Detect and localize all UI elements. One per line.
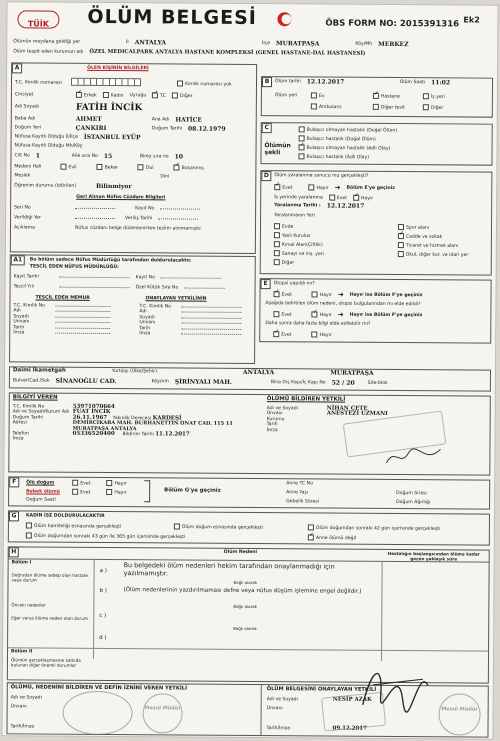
death-manner-label: Ölümün şekli <box>264 142 291 157</box>
work-injury-no-option[interactable]: ✓ Hayır <box>353 195 373 202</box>
other-place-checkbox[interactable] <box>423 104 429 110</box>
no-id-checkbox[interactable] <box>177 80 183 86</box>
inj-place-checkbox-5[interactable] <box>274 241 280 247</box>
education-row: Öğrenim durumu (bitirilen) Bilinmiyor <box>14 182 132 191</box>
arrow-right-icon: ➜ <box>337 310 344 319</box>
injury-no-checkbox[interactable] <box>309 184 315 190</box>
name-row: Adı Soyadı FATİH İNCİK <box>14 102 143 114</box>
tuik-logo: TÜİK <box>17 10 59 28</box>
due-to-3: Bağlı olarak <box>233 625 257 632</box>
autopsy-findings-question: Aşağıda belirtilen ölüm nedeni, otopsi bulgularından mı elde edildi? <box>265 301 421 308</box>
due-to-2: Bağlı olarak <box>233 603 258 610</box>
approver-fields: T.C. Kimlik No Adı Soyadı Unvanı Tarih İmza <box>139 304 241 337</box>
section-h-letter: H <box>9 547 19 557</box>
g-option-2[interactable]: Ölüm doğum esnasında gerçekleşti <box>174 523 263 531</box>
stillbirth-no-checkbox[interactable] <box>106 480 112 486</box>
female-option[interactable]: Kadın <box>103 92 124 99</box>
birth-weight-label: Doğum Ağırlığı <box>396 500 431 506</box>
death-date-row: Ölüm tarihi 12.12.2017 Ölüm Saati 11:02 <box>274 78 451 87</box>
ambulance-checkbox[interactable] <box>311 103 317 109</box>
idcard-issuer-row: Verildiği Yer Veriliş Tarihi <box>14 215 198 222</box>
autopsy-question: Otopsi yapıldı mı? <box>273 281 315 287</box>
infant-no-checkbox[interactable] <box>106 489 112 495</box>
single-option[interactable]: Bekar <box>97 164 118 171</box>
death-location-row: Ölümün meydana geldiği yer İl ANTALYA İlçe MURATPAŞA Köy/Mh MERKEZ <box>13 39 409 49</box>
infant-no-option[interactable]: Hayır <box>106 489 126 496</box>
section-h-heading: Ölüm Nedeni <box>223 549 258 556</box>
section-e-letter: E <box>261 279 271 289</box>
registry-village-row: Nüfusa Kayıtlı Olduğu Mh/Köy <box>14 143 83 149</box>
footer-right-heading: ÖLÜM BELGESİNİ ONAYLAYAN YETKİLİ <box>266 686 377 693</box>
manner-option-1[interactable]: Bulaşıcı olmayan hastalık (Doğal Ölüm) <box>299 126 398 134</box>
section-g-heading: KADIN İSE DOLDURULACAKTIR <box>25 513 105 519</box>
g-option-4[interactable]: Ölüm doğumdan sonraki 43 gün ile 365 gün içerisinde gerçekleşti <box>26 532 186 540</box>
work-injury-no-checkbox[interactable] <box>353 195 359 201</box>
autopsy-answer-row: ✓Evet Hayır ➜ Hayır ise Bölüm F'ye geçiniz <box>274 291 423 299</box>
female-checkbox[interactable] <box>103 92 109 98</box>
male-option[interactable]: ✓ Erkek <box>76 92 97 99</box>
work-injury-yes-checkbox[interactable] <box>329 195 335 201</box>
other-facility-option[interactable]: Diğer tesit <box>373 104 417 111</box>
g-checkbox-2[interactable] <box>174 523 180 529</box>
volume-row: Cilt No 1 Aile sıra No 15 Birey sıra no 10 <box>14 152 183 161</box>
injury-yes-option[interactable]: ✓Evet <box>274 184 292 191</box>
section-b-letter: B <box>262 77 272 87</box>
other-facility-checkbox[interactable] <box>373 104 379 110</box>
informant-fields: T.C. Kimlik No 53971070664 Adı ve Soyadı/Kurum Adı FUAT İNCİK Doğum Tarihi 26.11.1967 Yakınlık Derecesi KARDEŞİ Adresi DEMİRCİKARA MAH. BURHANETTİN ONAT CAD. 115 11 MURATPAŞA ANTALYA Telefon 05336520400 Bildirim Tarihi 11.12.2017 İmza <box>12 403 233 442</box>
residence-row-2: Bulvar/Cad./Sok SİNANOĞLU CAD. Köy/mh ŞİRİNYALI MAH. Bina Dış Kapı/İç Kapı No 52 / 20 Site-blok <box>12 377 388 387</box>
part1-left-3: Eğer varsa ölüme neden olan durum <box>11 615 88 621</box>
autopsy-no-option[interactable]: Hayır <box>312 291 332 298</box>
home-checkbox[interactable] <box>311 92 317 98</box>
hospital-option[interactable]: ✓ Hastane <box>373 93 417 100</box>
line-b-letter: b ) <box>99 587 107 595</box>
stillbirth-yes-checkbox[interactable] <box>72 480 78 486</box>
residence-row-1: Daimi İkametgah Yurtdışı (Ülke/Şehir) ANTALYA MURATPAŞA <box>12 367 374 377</box>
go-to-g: Bölüm G'ye geçiniz <box>164 487 221 494</box>
more-info-no-checkbox[interactable] <box>311 331 317 337</box>
footer-left-title: Ünvanı <box>10 704 27 710</box>
inj-place-checkbox-6[interactable] <box>398 242 404 248</box>
g-checkbox-1[interactable] <box>26 522 32 528</box>
a1-volume-row: Tescil Yılı Özel Kütük Sıra No <box>14 284 225 291</box>
reporter-heading: ÖLÜMÜ BİLDİREN YETKİLİ <box>266 396 346 403</box>
inj-place-9[interactable]: Diğer <box>274 259 295 266</box>
section-f-letter: F <box>9 477 19 487</box>
no-id-option[interactable]: Kimlik numarası yok <box>177 80 232 87</box>
inj-place-6[interactable]: Ticaret ve hizmet alanı <box>398 242 458 249</box>
footer-left-name: Adı ve Soyadı <box>10 695 42 701</box>
divorced-checkbox[interactable] <box>174 164 180 170</box>
g-option-5[interactable]: ✓ Anne ölümü değil <box>308 534 356 541</box>
crescent-emblem-icon <box>277 12 291 26</box>
stillbirth-yes-option[interactable]: Evet <box>72 480 90 487</box>
inj-place-checkbox-3[interactable] <box>274 232 280 238</box>
workplace-injury-row: İş yerinde yaralanma Evet ✓ Hayır <box>274 194 373 202</box>
approver-signature <box>353 655 433 716</box>
married-checkbox[interactable] <box>60 164 66 170</box>
divorced-option[interactable]: ✓ Boşanmış <box>174 164 204 171</box>
officer-fields: T.C. Kimlik No Adı Soyadı Unvanı Tarih İmza <box>13 303 110 336</box>
footer-right-name-row: Adı ve Soyadı NESİP AZAK <box>266 696 372 703</box>
form-number: ÖBS FORM NO: 2015391316 <box>325 18 460 30</box>
widowed-option[interactable]: Dul <box>138 164 154 171</box>
institution-row: Ölüm tespit eden kurumun adı ÖZEL MEDICALPARK ANTALYA HASTANE KOMPLEKSİ (GENEL HASTANE-DAL HASTANESİ) <box>13 48 366 57</box>
findings-no-checkbox[interactable] <box>312 311 318 317</box>
tc-id-boxes[interactable] <box>71 78 141 86</box>
right-mesul-mudur-stamp: Mesul Müdür <box>438 693 480 735</box>
interval-label: Hastalığın başlangıcından ölüme kadar geçen yaklaşık süre <box>387 550 480 562</box>
inj-place-checkbox-8[interactable] <box>398 251 404 257</box>
inj-place-8[interactable]: Okul, diğer kur. ve idari yer <box>398 251 468 258</box>
part2-label: Bölüm II <box>11 649 33 655</box>
manner-option-3[interactable]: ✓Bulaşıcı olmayan hastalık (Adli Olay) <box>299 144 391 152</box>
birth-row: Doğum Yeri ÇANKIRI Doğum Tarihi 08.12.1979 <box>14 124 226 133</box>
other-nationality-option[interactable]: Diğer <box>172 92 193 99</box>
death-certificate-page <box>1 1 498 739</box>
inj-place-5[interactable]: Kırsal Alan(Çiftlik) <box>274 241 323 248</box>
marital-row: Medeni Hali Evli Bekar Dul ✓ Boşanmış <box>14 163 203 171</box>
mother-age-label: Anne Yaşı <box>286 490 309 496</box>
cause-line-a: Bu belgedeki ölüm nedenleri hekim tarafından onaylanmadığı için yazılmamıştır. <box>123 561 335 578</box>
due-to-1: Bağlı olarak <box>233 579 258 586</box>
part1-label: Bölüm I <box>11 560 32 566</box>
inj-place-2[interactable]: Spor alanı <box>398 224 429 231</box>
idcard-note-row: Açıklama Nüfus cüzdanı belge düzenlenirken teslim alınmamıştır. <box>13 225 203 232</box>
home-option[interactable]: Ev <box>311 92 367 99</box>
inj-place-3[interactable]: Yaslı Kurulus <box>274 232 311 239</box>
stillbirth-no-option[interactable]: Hayır <box>106 480 126 487</box>
tc-option[interactable]: ✓ TC <box>152 92 166 99</box>
married-option[interactable]: Evli <box>60 164 76 171</box>
more-info-no-option[interactable]: Hayır <box>311 331 331 338</box>
death-place-row-2 <box>311 103 443 111</box>
g-checkbox-3[interactable] <box>308 524 314 530</box>
inj-place-4[interactable]: ✓ Cadde ve sokak <box>398 233 442 240</box>
idcard-heading: Geri Alınan Nüfus Cüzdanı Bilgileri <box>76 194 166 201</box>
manner-option-4[interactable]: Bulaşıcı hastalık (Adli Olay) <box>298 153 369 160</box>
part1-left-1: Doğrudan ölüme sebep olan hastalık veya durum <box>11 572 89 583</box>
infant-yes-checkbox[interactable] <box>72 489 78 495</box>
ambulance-option[interactable]: Ambulans <box>311 103 367 110</box>
inj-place-checkbox-9[interactable] <box>274 259 280 265</box>
footer-right-date-row: Tarih/İmza 09.12.2017 <box>266 725 367 732</box>
g-option-1[interactable]: Ölüm hamileliği esnasında gerçekleşti <box>26 522 121 530</box>
section-g-letter: G <box>9 511 19 521</box>
part1-left-2: Önceki nedenler <box>11 602 46 608</box>
arrow-right-icon: ➜ <box>334 183 341 192</box>
autopsy-yes-checkbox[interactable] <box>274 291 280 297</box>
part2-text: Ölümün gerçekleşmesine katkıda bulunan diğer önemli durumlar <box>10 657 81 668</box>
infant-death-row: Bebek ölümü Evet Hayır <box>26 489 127 496</box>
reporter-fields: Adı ve Soyadı NİHAN ÇETE Ünvanı ANESTEZİ UZMANI Kurumu Tarih İmza <box>266 405 388 433</box>
section-d-letter: D <box>261 171 271 181</box>
hospital-round-stamp <box>62 691 132 735</box>
tc-id-label: T.C. Kimlik numarası <box>14 80 62 86</box>
line-a-letter: a ) <box>99 567 107 575</box>
injury-question: Ölüm yaralanma sonucu mu gerçekleşti? <box>274 173 369 179</box>
line-d-letter: d ) <box>99 634 107 642</box>
workplace-checkbox[interactable] <box>423 93 429 99</box>
injury-no-option[interactable]: Hayır <box>309 184 329 191</box>
section-a1-sub: TESCİL EDEN NÜFUS MÜDÜRLÜĞÜ: <box>29 264 120 271</box>
arrow-right-icon: ➜ <box>337 290 344 299</box>
more-info-answer-row <box>273 331 331 338</box>
job-row: Meslek Dini <box>14 173 170 180</box>
reporter-signature <box>384 445 444 469</box>
section-a1-letter: A1 <box>11 255 25 265</box>
more-info-yes-option[interactable]: ✓Evet <box>273 331 291 338</box>
mother-id-label: Anne TC No <box>286 481 313 487</box>
manner-option-2[interactable]: Bulaşıcı hastalık (Doğal Ölüm) <box>299 135 376 142</box>
injury-answer-row: ✓Evet Hayır ➜ Bölüm E'ye geçiniz <box>274 184 395 192</box>
birth-time-label: Doğum Saati <box>26 497 56 503</box>
approver-heading: ONAYLAYAN YETKİLİNİN <box>145 296 207 302</box>
workplace-option[interactable]: İş yeri <box>423 93 445 100</box>
manner-checkbox-1[interactable] <box>299 126 305 132</box>
injury-place-label: Yaralanmanın Yeri <box>274 213 315 219</box>
findings-no-option[interactable]: ✓ Hayır <box>312 311 332 318</box>
injury-yes-checkbox[interactable] <box>274 184 280 190</box>
inj-place-7[interactable]: Sanayi ve inş. yeri <box>274 250 324 257</box>
hospital-checkbox[interactable] <box>373 93 379 99</box>
gestation-label: Gebelik Süresi <box>286 499 320 505</box>
tc-checkbox[interactable] <box>152 92 158 98</box>
autopsy-yes-option[interactable]: ✓Evet <box>274 291 292 298</box>
section-a-heading: ÖLEN KİŞİNİN BİLGİLERİ <box>87 65 149 72</box>
injury-date-row: Yaralanma Tarihi : 12.12.2017 <box>274 202 365 210</box>
bracket-icon <box>144 480 150 502</box>
inj-place-checkbox-4[interactable] <box>398 233 404 239</box>
inj-place-checkbox-1[interactable] <box>274 223 280 229</box>
birth-order-label: Doğum Sırası <box>396 491 427 497</box>
inj-place-1[interactable]: Evde <box>274 223 293 230</box>
officer-heading: TESCİL EDEN MEMUR <box>35 295 90 301</box>
male-checkbox[interactable] <box>76 92 82 98</box>
more-info-question: Daha sonra daha fazla bilgi elde edilebilir mi? <box>265 321 371 327</box>
more-info-yes-checkbox[interactable] <box>273 331 279 337</box>
cause-line-b: (Ölüm nedenlerinin yazdırılmaması defne veya nüfus düşüm işlemine engel değildir.) <box>123 587 362 595</box>
infant-yes-option[interactable]: Evet <box>72 489 90 496</box>
ek-label: Ek2 <box>463 15 480 25</box>
informant-heading: BİLGİYİ VEREN <box>12 394 58 401</box>
line-c-letter: c ) <box>99 612 107 620</box>
manner-checkbox-4[interactable] <box>298 153 304 159</box>
stillbirth-row: Ölü doğum Evet Hayır <box>26 480 127 487</box>
section-a1-heading: Bu bölüm sadece Nüfus Müdürlüğü tarafından doldurulacaktır. <box>29 257 192 264</box>
widowed-checkbox[interactable] <box>138 164 144 170</box>
other-place-option[interactable]: Diğer <box>423 104 444 111</box>
g-checkbox-4[interactable] <box>26 532 32 538</box>
manner-checkbox-3[interactable] <box>299 144 305 150</box>
death-place-row-1: Ölüm yeri Ev ✓ Hastane İş yeri <box>275 92 445 100</box>
other-nationality-checkbox[interactable] <box>172 92 178 98</box>
deceased-name: FATİH İNCİK <box>75 102 143 114</box>
section-c-letter: C <box>262 123 272 133</box>
single-checkbox[interactable] <box>97 164 103 170</box>
registry-province-row: Nüfusa Kayıtlı Olduğu İl/İlçe İSTANBUL EYÜP <box>14 133 141 142</box>
footer-left-date: Tarih/İmza <box>10 724 35 730</box>
g-checkbox-5[interactable] <box>308 534 314 540</box>
inj-place-checkbox-7[interactable] <box>274 250 280 256</box>
footer-left-heading: ÖLÜMÜ, NEDENİNİ BİLDİREN VE DEFİN İZNİNİ VEREN YETKİLİ <box>10 684 188 692</box>
parents-row: Baba Adı AHMET Ana Adı HATİCE <box>14 115 202 124</box>
findings-answer-row: Evet ✓ Hayır ➜ Hayır ise Bölüm F'ye geçiniz <box>273 311 422 319</box>
idcard-serial-row: Seri No Kayıt No <box>14 205 200 212</box>
g-option-3[interactable]: Ölüm doğumdan sonraki 42 gün içerisinde gerçekleşti <box>308 524 440 532</box>
work-injury-yes-option[interactable]: Evet <box>329 195 347 202</box>
findings-yes-checkbox[interactable] <box>273 311 279 317</box>
section-a-letter: A <box>12 63 22 73</box>
gender-row: Cinsiyet ✓ Erkek Kadın Uyruğu ✓ TC Diğer <box>15 91 193 99</box>
autopsy-no-checkbox[interactable] <box>312 291 318 297</box>
findings-yes-option[interactable]: Evet <box>273 311 291 318</box>
a1-date-row: Kayıt Tarihi Kayıt No <box>14 274 221 281</box>
form-title: ÖLÜM BELGESİ <box>87 5 257 30</box>
left-mesul-mudur-stamp: Mesul Müdür <box>142 693 182 733</box>
footer-right-title: Ünvanı <box>266 706 283 712</box>
